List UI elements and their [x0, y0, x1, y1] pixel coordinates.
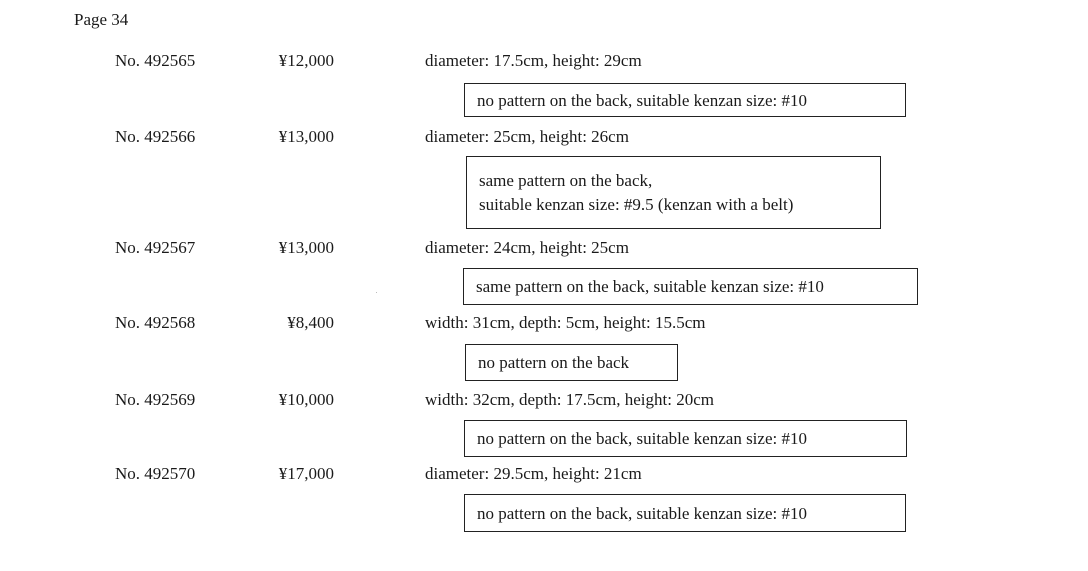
item-dimensions: diameter: 24cm, height: 25cm [425, 238, 629, 257]
catalog-item [0, 314, 1088, 334]
item-dimensions: diameter: 29.5cm, height: 21cm [425, 464, 642, 483]
item-note-line: no pattern on the back, suitable kenzan size: #10 [477, 503, 807, 523]
item-number: No. 492567 [115, 238, 196, 257]
catalog-item [0, 128, 1088, 148]
item-note-box [464, 83, 906, 117]
item-number: No. 492568 [115, 313, 196, 332]
catalog-item [0, 465, 1088, 485]
item-note-box [463, 268, 918, 305]
item-note-box [465, 344, 678, 381]
item-note-line: same pattern on the back, [479, 170, 653, 190]
item-note-box [464, 494, 906, 532]
item-price: ¥13,000 [278, 238, 334, 257]
item-note-line: same pattern on the back, suitable kenzan size: #10 [476, 277, 824, 296]
item-number: No. 492570 [115, 464, 196, 483]
item-note-box [464, 420, 907, 457]
catalog-item [0, 239, 1088, 259]
item-price: ¥10,000 [278, 390, 334, 409]
item-number: No. 492566 [115, 127, 196, 146]
item-number: No. 492565 [115, 51, 196, 70]
page-number: Page 34 [74, 10, 129, 29]
item-price: ¥13,000 [278, 127, 334, 146]
catalog-item [0, 52, 1088, 72]
item-dimensions: width: 32cm, depth: 17.5cm, height: 20cm [425, 390, 714, 409]
catalog-item [0, 391, 1088, 411]
scan-speck [376, 292, 377, 293]
item-note-line: no pattern on the back, suitable kenzan size: #10 [477, 90, 807, 110]
item-price: ¥8,400 [287, 313, 334, 332]
item-dimensions: width: 31cm, depth: 5cm, height: 15.5cm [425, 313, 706, 332]
item-note-line: suitable kenzan size: #9.5 (kenzan with a belt) [479, 194, 794, 214]
item-note-line: no pattern on the back, suitable kenzan size: #10 [477, 429, 807, 448]
item-number: No. 492569 [115, 390, 196, 409]
item-dimensions: diameter: 25cm, height: 26cm [425, 127, 629, 146]
item-dimensions: diameter: 17.5cm, height: 29cm [425, 51, 642, 70]
item-note-line: no pattern on the back [478, 353, 630, 372]
item-note-box [466, 156, 881, 229]
item-price: ¥17,000 [278, 464, 334, 483]
item-price: ¥12,000 [278, 51, 334, 70]
